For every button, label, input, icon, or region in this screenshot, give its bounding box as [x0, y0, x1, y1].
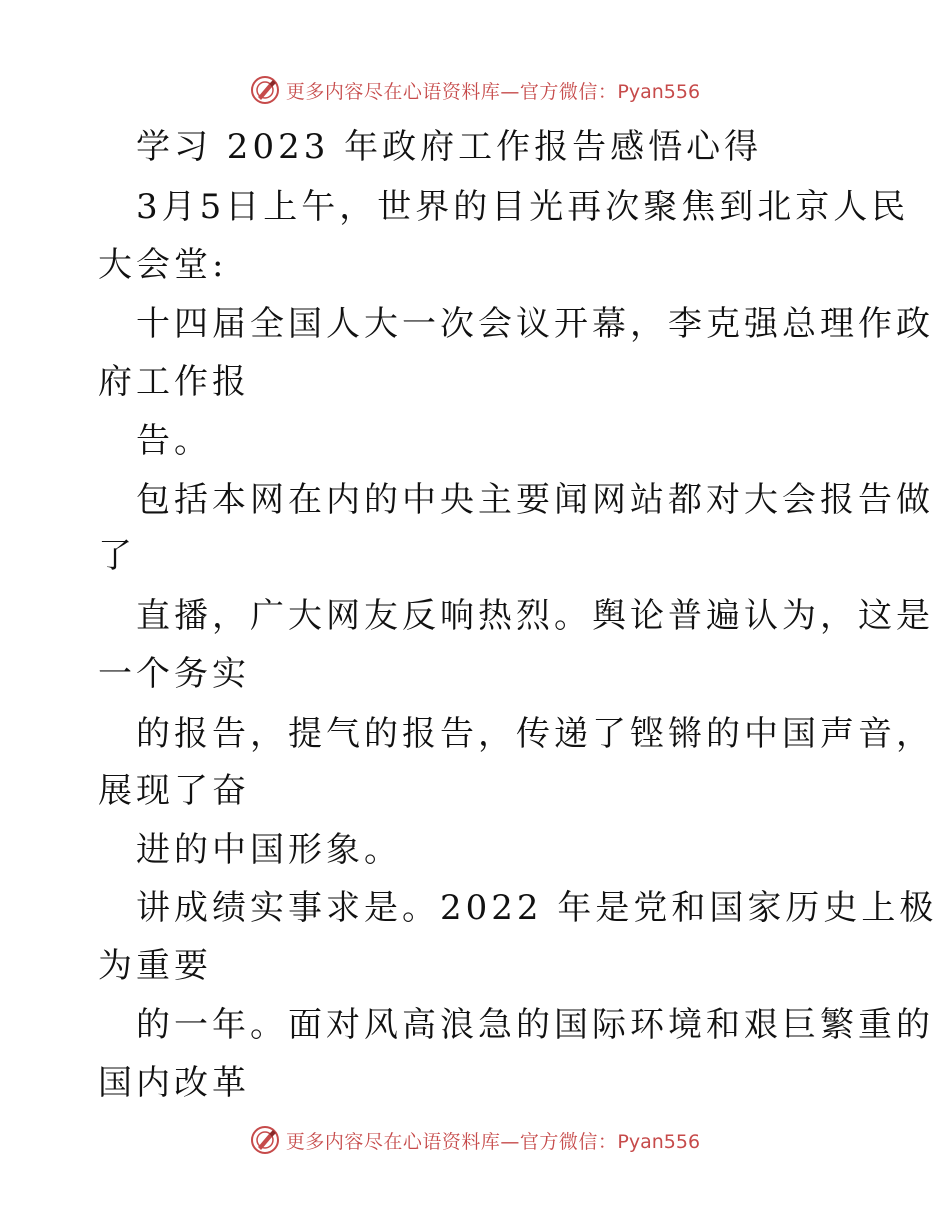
watermark-label: 更多内容尽在心语资料库—官方微信：	[285, 80, 618, 103]
watermark-footer	[0, 1120, 950, 1160]
text-line: 大会堂:	[98, 245, 228, 285]
pen-logo-icon	[250, 75, 280, 105]
text-line: 告。	[136, 421, 212, 461]
watermark-wechat-id: Pyan556	[617, 1130, 701, 1153]
text-line: 为重要	[98, 946, 212, 986]
text-line: 的报告，提气的报告，传递了铿锵的中国声音，	[136, 714, 934, 754]
watermark-wechat-id: Pyan556	[617, 80, 701, 103]
text-line: 国内改革	[98, 1063, 250, 1103]
text-line: 进的中国形象。	[136, 830, 402, 870]
text-line: 包括本网在内的中央主要闻网站都对大会报告做	[136, 480, 934, 520]
text-line: 一个务实	[98, 654, 250, 694]
pen-logo-icon	[250, 1125, 280, 1155]
text-line: 的一年。面对风高浪急的国际环境和艰巨繁重的	[136, 1005, 934, 1045]
text-line: 了	[98, 536, 136, 576]
text-line: 府工作报	[98, 362, 250, 402]
document-title: 学习 2023 年政府工作报告感悟心得	[136, 127, 763, 167]
watermark-label: 更多内容尽在心语资料库—官方微信：	[285, 1130, 618, 1153]
watermark-text	[286, 77, 700, 104]
text-line: 3月5日上午，世界的目光再次聚焦到北京人民	[136, 187, 910, 227]
text-line: 展现了奋	[98, 771, 250, 811]
watermark-header	[0, 70, 950, 110]
text-line: 直播，广大网友反响热烈。舆论普遍认为，这是	[136, 596, 934, 636]
text-line: 讲成绩实事求是。2022 年是党和国家历史上极	[136, 888, 938, 928]
text-line: 十四届全国人大一次会议开幕，李克强总理作政	[136, 304, 934, 344]
watermark-text	[286, 1127, 700, 1154]
